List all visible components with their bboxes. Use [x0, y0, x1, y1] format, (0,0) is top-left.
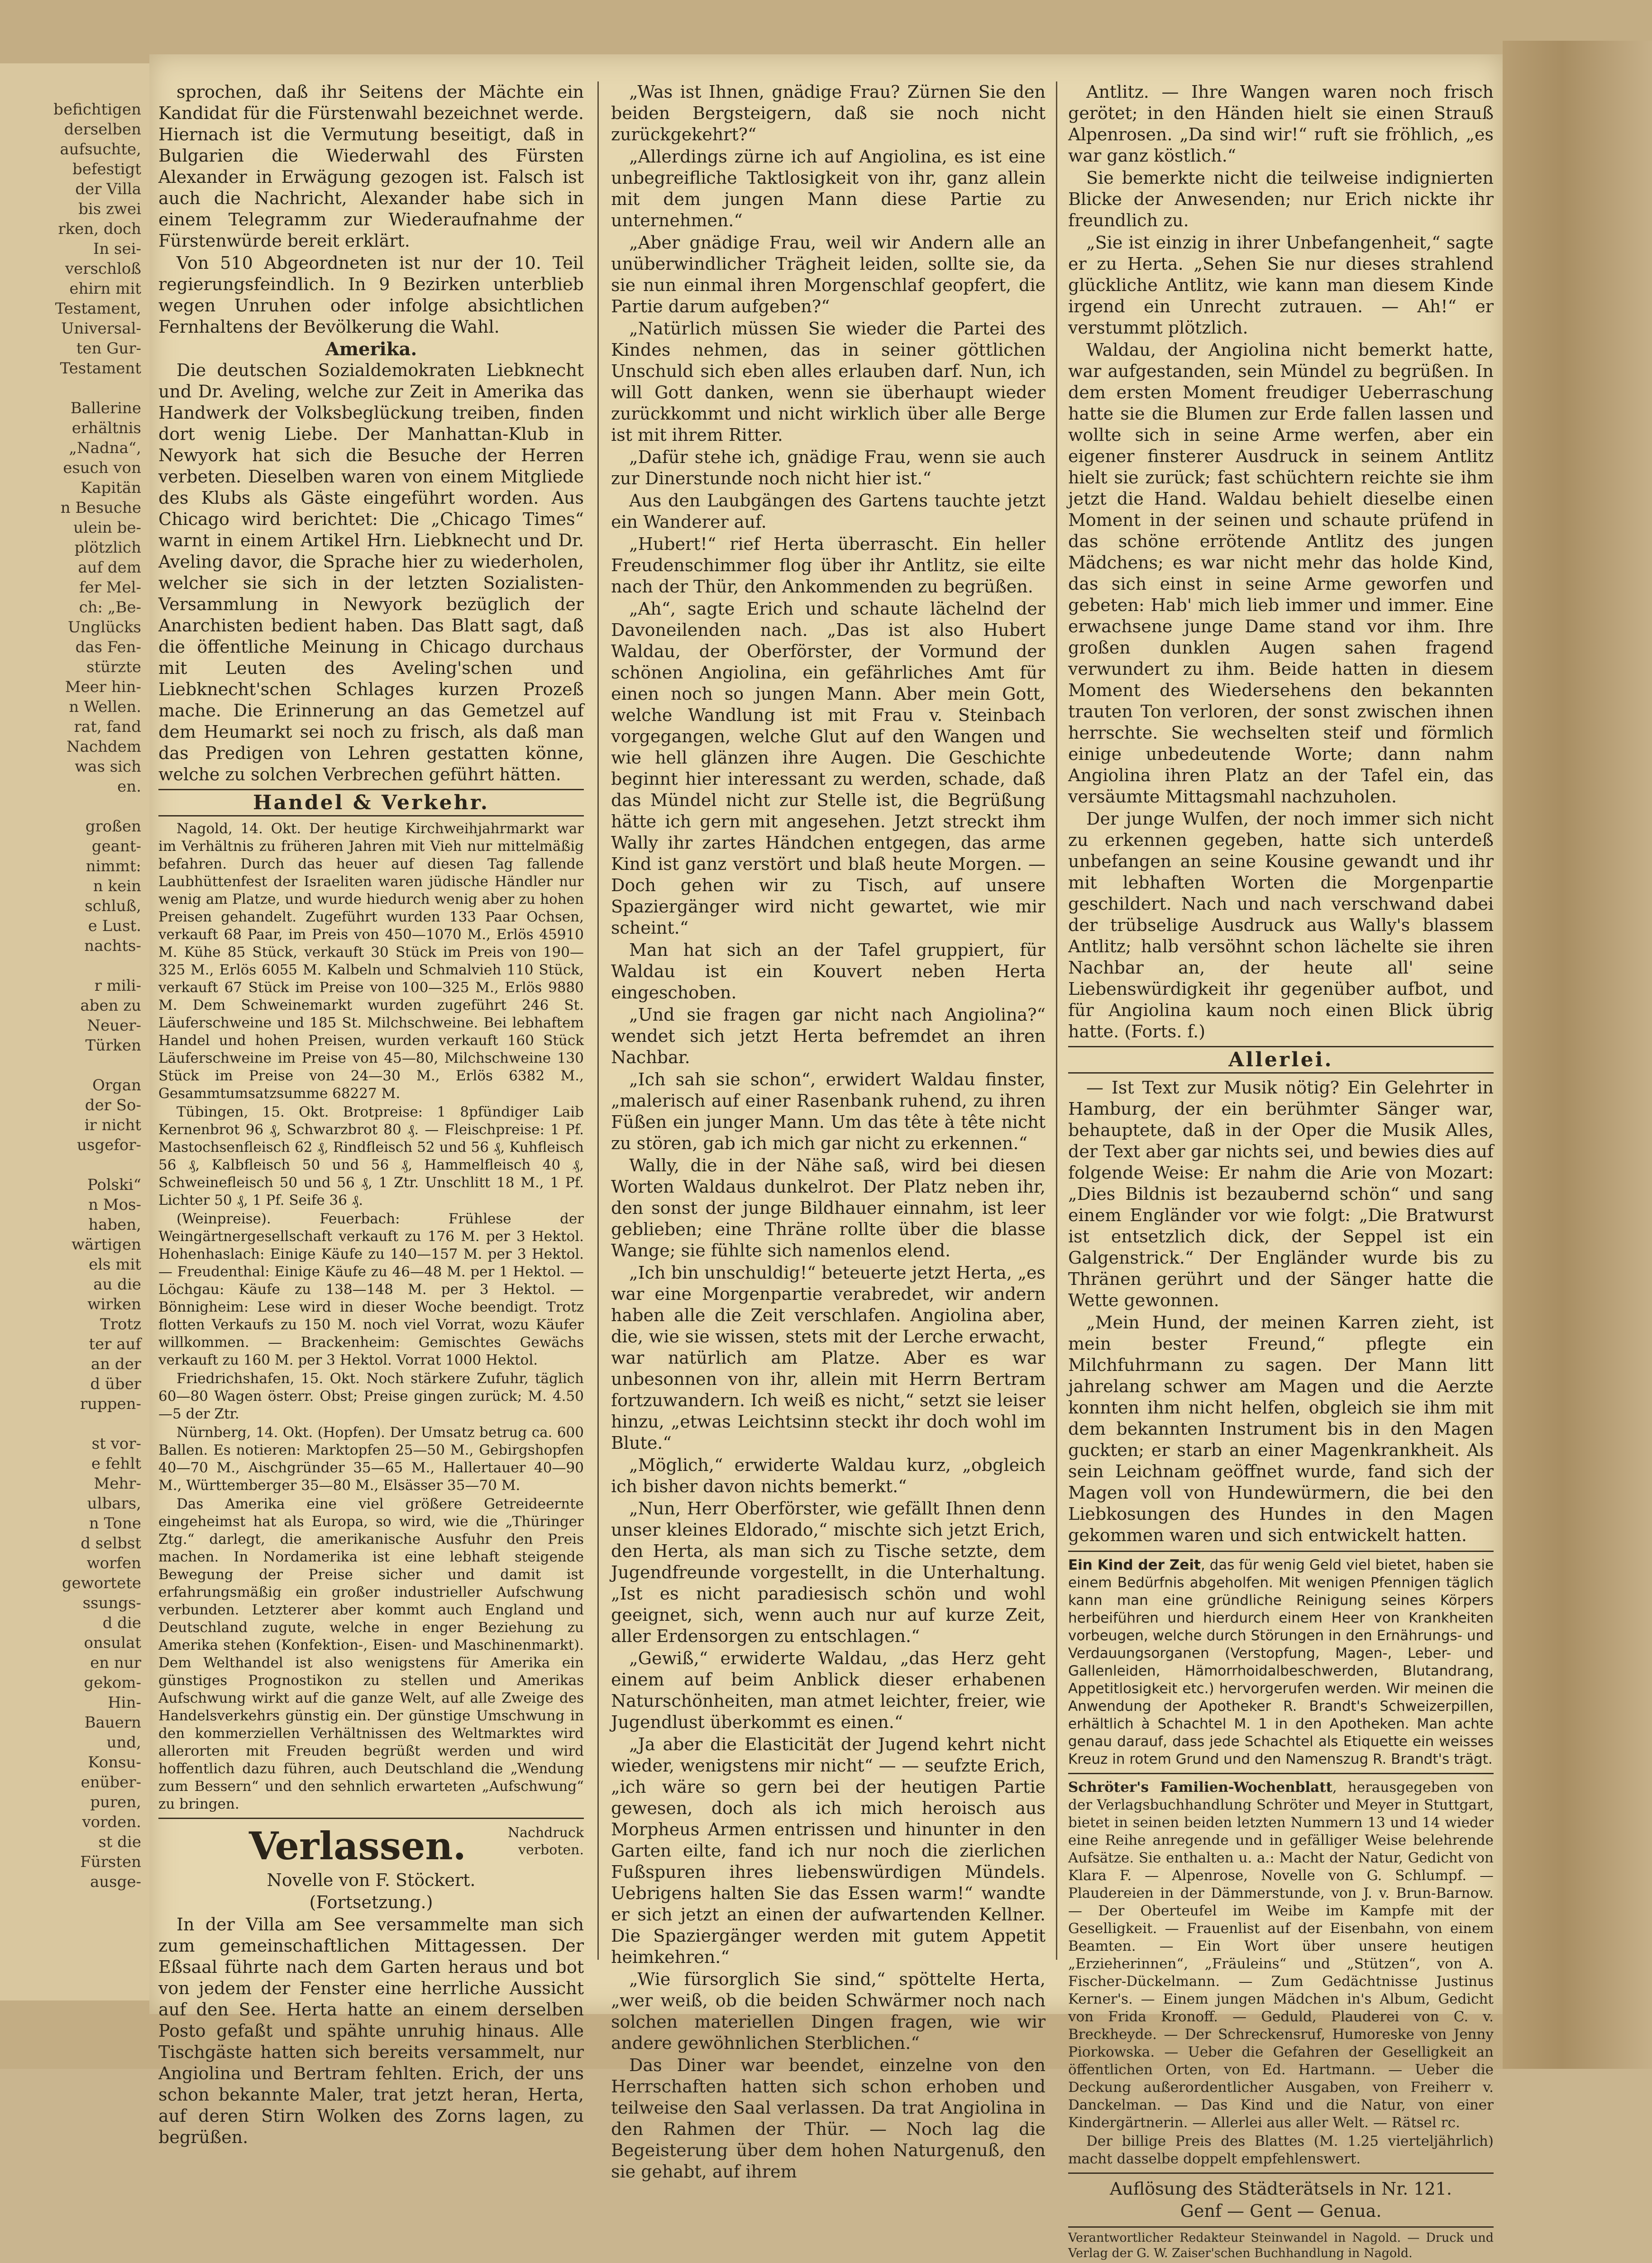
- paragraph: Sie bemerkte nicht die teilweise indignierten Blicke der Anwesenden; nur Erich nickte ihr freundlich zu.: [1068, 168, 1494, 230]
- fragment-line: worfen: [86, 1554, 141, 1572]
- fragment-line: Trotz: [100, 1315, 141, 1333]
- fragment-line: Unglücks: [67, 618, 141, 636]
- paragraph: „Wie fürsorglich Sie sind,“ spöttelte Herta, „wer weiß, ob die beiden Schwärmer noch nach solchen materiellen Dingen fragen, wie wir andere gewöhnlichen Sterblichen.“: [611, 1969, 1046, 2053]
- column-1: [158, 81, 584, 2149]
- paragraph: — Ist Text zur Musik nötig? Ein Gelehrter in Hamburg, der ein berühmter Sänger war, behauptete, daß in der Oper die Musik Alles, der Text aber gar nichts sei, und bewies dies auf folgende Weise: Er nahm die Arie von Mozart: „Dies Bildnis ist bezaubernd schön“ und sang einem Engländer vor wie folgt: „Die Bratwurst ist entsetzlich dick, der Seppel ist ein Galgenstrick.“ Der Engländer wurde bis zu Thränen gerührt und der Sänger hatte die Wette gewonnen.: [1068, 1078, 1494, 1310]
- fragment-line: rken, doch: [58, 220, 141, 238]
- paragraph: „Ah“, sagte Erich und schaute lächelnd der Davoneilenden nach. „Das ist also Hubert Waldau, der Oberförster, der Vormund der schönen Angiolina, ein gefährliches Amt für einen noch so jungen Mann. Aber mein Gott, welche Wandlung ist mit Frau v. Steinbach vorgegangen, welche Glut auf den Wangen und wie hell glänzen ihre Augen. Die Geschichte beginnt hier interessant zu werden, schade, daß das Mündel nicht zur Stelle ist, die Begrüßung hätte ich gern mit angesehen. Jetzt streckt ihm Wally ihr zartes Händchen entgegen, das arme Kind ist ganz verstört und blaß heute Morgen. — Doch gehen wir zu Tisch, auf unsere Spaziergänger wird nicht gewartet, wie mir scheint.“: [611, 599, 1046, 938]
- fragment-line: [5, 1155, 141, 1175]
- fragment-line: n kein: [93, 877, 141, 895]
- fragment-line: esuch von: [63, 459, 141, 477]
- fragment-line: Universal-: [61, 320, 141, 338]
- divider: [1068, 1773, 1494, 1774]
- fragment-line: gewortete: [62, 1574, 141, 1592]
- amerika-article: Die deutschen Sozialdemokraten Liebknecht und Dr. Aveling, welche zur Zeit in Amerika das Handwerk der Volksbeglückung treiben, finden dort wenig Liebe. Der Manhattan-Klub in Newyork hat sich die Besuche der Herren verbeten. Dieselben waren von einem Mitgliede des Klubs als Gäste eingeführt worden. Aus Chicago wird berichtet: Die „Chicago Times“ warnt in einem Artikel Hrn. Liebknecht und Dr. Aveling davor, die Sprache hier zu wiederholen, welcher sie sich in der letzten Sozialisten-Versammlung in Newyork bezüglich der Anarchisten bedient haben. Das Blatt sagt, daß die öffentliche Meinung in Chicago durchaus mit Leuten des Aveling'schen und Liebknecht'schen Schlages kurzen Prozeß mache. Die Erinnerung an das Gemetzel auf dem Heumarkt sei noch zu frisch, als daß man das Predigen von Lehren gestatten könne, welche zu solchen Verbrechen geführt hätten.: [158, 360, 584, 784]
- fragment-line: Meer hin-: [65, 678, 141, 696]
- advertisement-weekly: [1068, 1779, 1494, 2132]
- paragraph: Wally, die in der Nähe saß, wird bei diesen Worten Waldaus dunkelrot. Der Platz neben ihr, den sonst der junge Bildhauer einnahm, ist leer geblieben; eine Thräne rollte über die blasse Wange; sie fühlte sich namenlos elend.: [611, 1155, 1046, 1260]
- fragment-line: Türken: [85, 1036, 141, 1055]
- fragment-line: das Fen-: [75, 638, 141, 656]
- paragraph: sprochen, daß ihr Seitens der Mächte ein Kandidat für die Fürstenwahl bezeichnet werde. Hiernach ist die Vermutung beseitigt, daß in Bulgarien die Wiederwahl des Fürsten Alexander in Erwägung gezogen ist. Falsch ist auch die Nachricht, Alexander habe sich in einem Telegramm zur Wiederaufnahme der Fürstenwürde bereit erklärt.: [158, 82, 584, 251]
- paragraph: Waldau, der Angiolina nicht bemerkt hatte, war aufgestanden, sein Mündel zu begrüßen. In dem ersten Moment freudiger Ueberraschung hatte sie die Blumen zur Erde fallen lassen und wollte sich in seine Arme werfen, aber ein eigener finsterer Ausdruck in seinem Antlitz hielt sie zurück; fast schüchtern reichte sie ihm jetzt die Hand. Waldau behielt dieselbe einen Moment in der seinen und schaute prüfend in das schöne errötende Antlitz des jungen Mädchens; es war nicht mehr das holde Kind, das sich einst in seine Arme geworfen und gebeten: Hab' mich lieb immer und immer. Eine erwachsene junge Dame stand vor ihm. Ihre großen dunklen Augen sahen fragend verwundert zu ihm. Beide hatten in diesem Moment des Wiedersehens den bekannten trauten Ton verloren, der sonst zwischen ihnen herrschte. Sie wechselten steif und förmlich einige unbedeutende Worte; dann nahm Angiolina ihren Platz an der Tafel ein, das versäumte Mittagsmahl nachzuholen.: [1068, 340, 1494, 807]
- fragment-line: ausge-: [90, 1873, 141, 1891]
- fragment-line: enüber-: [81, 1773, 141, 1791]
- paragraph: Das Diner war beendet, einzelne von den Herrschaften hatten sich schon erhoben und teilweise den Saal verlassen. Da trat Angiolina in den Rahmen der Thür. — Noch lag die Begeisterung über dem hohen Naturgenuß, den sie gehabt, auf ihrem: [611, 2055, 1046, 2182]
- paragraph: „Nun, Herr Oberförster, wie gefällt Ihnen denn unser kleines Eldorado,“ mischte sich jetzt Erich, den Herta, als man sich zu Tische setzte, dem Jugendfreunde vorgestellt, in die Unterhaltung. „Ist es nicht paradiesisch schön und wohl geeignet, sich, wenn auch nur auf kurze Zeit, aller Erdensorgen zu entschlagen.“: [611, 1499, 1046, 1646]
- fragment-line: Hin-: [108, 1694, 141, 1712]
- fragment-line: [5, 378, 141, 398]
- paragraph: Das Amerika eine viel größere Getreideernte eingeheimst hat als Europa, so wird, wie die „Thüringer Ztg.“ darlegt, die amerikanische Ausfuhr den Preis machen. In Nordamerika ist eine lebhaft steigende Bewegung der Preise sicher und damit ist erfahrungsmäßig ein großer industrieller Aufschwung verbunden. Letzterer aber kommt auch England und Deutschland zugute, welche in enger Beziehung zu Amerika stehen (Konfektion-, Eisen- und Maschinenmarkt). Dem Welthandel ist also wenigstens für Amerika ein günstiges Prognostikon zu stellen und Amerikas Aufschwung wirkt auf die ganze Welt, auf alle Zweige des Handelsverkehrs günstig ein. Der günstige Umschwung in den kommerziellen Verhältnissen des Weltmarktes wird allerorten mit Freuden begrüßt werden und wird hoffentlich dazu führen, auch Deutschland die „Wendung zum Bessern“ und den sehnlich erwarteten „Aufschwung“ zu bringen.: [158, 1496, 584, 1812]
- fragment-line: „Nadna“,: [69, 439, 141, 457]
- paragraph: Von 510 Abgeordneten ist nur der 10. Teil regierungsfeindlich. In 9 Bezirken unterblieb wegen Unruhen oder infolge absichtlichen Fernhaltens der Bevölkerung die Wahl.: [158, 253, 584, 337]
- fragment-line: Mehr-: [94, 1475, 141, 1493]
- fragment-line: Fürsten: [80, 1853, 141, 1871]
- fragment-line: Nachdem: [66, 738, 141, 756]
- ad-price: Der billige Preis des Blattes (M. 1.25 vierteljährlich) macht dasselbe doppelt empfehlenswert.: [1068, 2133, 1494, 2167]
- fragment-line: befichtigen: [53, 100, 141, 119]
- paragraph: „Gewiß,“ erwiderte Waldau, „das Herz geht einem auf beim Anblick dieser erhabenen Naturschönheiten, man atmet leichter, freier, wie Jugendlust überkommt es einen.“: [611, 1648, 1046, 1732]
- riddle-solution: Auflösung des Städterätsels in Nr. 121.: [1110, 2179, 1452, 2199]
- paragraph: „Aber gnädige Frau, weil wir Andern alle an unüberwindlicher Trägheit leiden, sollte sie, da sie nun einmal ihren Morgenschlaf geopfert, die Partie darum aufgeben?“: [611, 233, 1046, 316]
- fragment-line: Organ: [92, 1076, 141, 1094]
- fragment-line: ter auf: [89, 1335, 141, 1353]
- fragment-line: usgefor-: [76, 1136, 141, 1154]
- fragment-line: In sei-: [93, 240, 141, 258]
- advertisement-pills: [1068, 1556, 1494, 1768]
- imprint: Verantwortlicher Redakteur Steinwandel in Nagold. — Druck und Verlag der G. W. Zaiser'schen Buchhandlung in Nagold.: [1068, 2226, 1494, 2261]
- fragment-line: d die: [102, 1614, 141, 1632]
- fragment-line: ir nicht: [84, 1116, 141, 1134]
- allerlei-heading: Allerlei.: [1068, 1046, 1494, 1074]
- divider: [1068, 2172, 1494, 2174]
- paragraph: Man hat sich an der Tafel gruppiert, für Waldau ist ein Kouvert neben Herta eingeschoben.: [611, 940, 1046, 1003]
- paragraph: Der junge Wulfen, der noch immer sich nicht zu erkennen gegeben, hatte sich unterdeß unbefangen an seine Kousine gewandt und ihr mit lebhaften Worten die Morgenpartie geschildert. Nach und nach verschwand dabei der trübselige Ausdruck aus Wally's blassem Antlitz; halb versöhnt schon lächelte sie ihren Nachbar an, der heute all' seine Liebenswürdigkeit ihr gegenüber aufbot, und für Angiolina kaum noch einen Blick übrig hatte. (Forts. f.): [1068, 809, 1494, 1041]
- fragment-line: Testament: [60, 359, 141, 377]
- paragraph: „Mein Hund, der meinen Karren zieht, ist mein bester Freund,“ pflegte ein Milchfuhrmann zu sagen. Der Mann litt jahrelang schwer am Magen und die Aerzte konnten ihm nicht helfen, obgleich sie ihm mit dem bekannten Instrument bis in den Magen guckten; er starb an einer Magenkrankheit. Als sein Leichnam geöffnet wurde, fand sich der Magen voll von Hundewürmern, die bei den Liebkosungen des Hundes in den Magen gekommen waren und sich entwickelt hatten.: [1068, 1313, 1494, 1545]
- novel-title: Verlassen.: [249, 1824, 466, 1868]
- fragment-line: d über: [90, 1375, 141, 1393]
- fragment-line: was sich: [75, 758, 141, 776]
- paragraph: „Möglich,“ erwiderte Waldau kurz, „obgleich ich bisher davon nichts bemerkt.“: [611, 1455, 1046, 1496]
- fragment-line: ulein be-: [73, 519, 141, 537]
- paragraph: „Natürlich müssen Sie wieder die Partei des Kindes nehmen, das in seiner göttlichen Unschuld sich eben alles erlauben darf. Nun, ich will Gott danken, wenn sie überhaupt wieder zurückkommt und nicht wirklich über alle Berge ist mit ihrem Ritter.: [611, 319, 1046, 445]
- fragment-line: auf dem: [78, 559, 141, 577]
- politics-section: [158, 81, 584, 338]
- fragment-line: onsulat: [84, 1634, 141, 1652]
- fragment-line: st die: [98, 1833, 141, 1851]
- fragment-line: ch: „Be-: [79, 598, 141, 616]
- paragraph: „Ich bin unschuldig!“ beteuerte jetzt Herta, „es war eine Morgenpartie verabredet, wir andern haben alle die Zeit verschlafen. Angiolina aber, die, wie sie wissen, stets mit der Lerche erwacht, war natürlich am Platze. Aber es war unbesonnen von ihr, allein mit Herrn Bertram fortzuwandern. Ich weiß es nicht,“ setzt sie leiser hinzu, „etwas Leichtsinn steckt ihr doch wohl im Blute.“: [611, 1263, 1046, 1453]
- ad-title: Ein Kind der Zeit: [1068, 1557, 1201, 1573]
- column-3: [1068, 81, 1494, 2263]
- fragment-line: en.: [117, 778, 141, 796]
- fragment-line: n Besuche: [60, 499, 141, 517]
- novel-text: In der Villa am See versammelte man sich zum gemeinschaftlichen Mittagessen. Der Eßsaal führte nach dem Garten heraus und bot von jedem der Fenster eine herrliche Aussicht auf den See. Herta hatte an einem derselben Posto gefaßt und spähte unruhig hinaus. Alle Tischgäste hatten sich bereits versammelt, nur Angiolina und Bertram fehlten. Erich, der uns schon bekannte Maler, trat jetzt heran, Herta, auf deren Stirn Wolken des Zorns lagen, zu begrüßen.: [158, 1914, 584, 2147]
- fragment-line: der Villa: [75, 180, 141, 198]
- amerika-heading: Amerika.: [325, 339, 417, 360]
- fragment-line: Konsu-: [88, 1753, 141, 1771]
- fragment-line: der So-: [85, 1096, 141, 1114]
- allerlei-section: [1068, 1077, 1494, 1546]
- paragraph: Friedrichshafen, 15. Okt. Noch stärkere Zufuhr, täglich 60—80 Wagen österr. Obst; Preise gingen zurück; M. 4.50—5 der Ztr.: [158, 1370, 584, 1422]
- fragment-line: n Tone: [89, 1514, 141, 1533]
- fragment-line: verschloß: [65, 260, 141, 278]
- paragraph: (Weinpreise). Feuerbach: Frühlese der Weingärtnergesellschaft verkauft zu 176 M. per 3 Hektol. Hohenhaslach: Einige Käufe zu 140—157 M. per 3 Hektol. — Freudenthal: Einige Käufe zu 46—48 M. per 1 Hektol. — Löchgau: Käufe zu 138—148 M. per 3 Hektol. — Bönnigheim: Lese wird in dieser Woche beendigt. Trotz flotten Verkaufs zu 150 M. noch viel Vorrat, wozu Käufer willkommen. — Brackenheim: Gemischtes Gewächs verkauft zu 160 M. per 3 Hektol. Vorrat 1000 Hektol.: [158, 1211, 584, 1368]
- fragment-line: ssungs-: [82, 1594, 141, 1612]
- ad-text: , das für wenig Geld viel bietet, haben sie einem Bedürfnis abgeholfen. Mit wenigen Pfennigen täglich kann man eine gründliche Reinigung seines Körpers herbeiführen und hierdurch einem Heer von Krankheiten vorbeugen, welche durch Störungen in den Ernährungs- und Verdauungsorganen (Verstopfung, Magen-, Leber- und Gallenleiden, Hämorrhoidalbeschwerden, Blutandrang, Appetitlosigkeit etc.) hervorgerufen werden. Wir meinen die Anwendung der Apotheker R. Brandt's Schweizerpillen, erhältlich à Schachtel M. 1 in den Apotheken. Man achte genau darauf, dass jede Schachtel als Etiquette ein weisses Kreuz in rotem Grund und den Namenszug R. Brandt's trägt.: [1068, 1557, 1494, 1767]
- fragment-line: ten Gur-: [76, 339, 141, 358]
- fragment-line: ruppen-: [80, 1395, 141, 1413]
- fragment-line: erhältnis: [72, 419, 141, 437]
- paragraph: Aus den Laubgängen des Gartens tauchte jetzt ein Wanderer auf.: [611, 491, 1046, 532]
- fragment-line: au die: [93, 1275, 141, 1294]
- fragment-line: Polski“: [87, 1176, 141, 1194]
- fragment-line: gekom-: [84, 1674, 141, 1692]
- fragment-line: d selbst: [81, 1534, 141, 1552]
- fragment-line: nachts-: [84, 937, 141, 955]
- fragment-line: stürzte: [86, 658, 141, 676]
- fragment-line: n Mos-: [88, 1196, 141, 1214]
- fragment-line: ulbars,: [87, 1494, 141, 1513]
- fragment-line: nimmt:: [86, 857, 141, 875]
- column-2: [611, 81, 1046, 2183]
- fragment-line: Testament,: [55, 300, 141, 318]
- page-edge-right: [1503, 41, 1652, 2069]
- fragment-line: wärtigen: [72, 1236, 141, 1254]
- divider: [158, 1818, 584, 1819]
- fragment-line: haben,: [88, 1216, 141, 1234]
- paragraph: „Sie ist einzig in ihrer Unbefangenheit,“ sagte er zu Herta. „Sehen Sie nur dieses strahlend glückliche Antlitz, wie kann man diesem Kinde irgend ein Unrecht zutrauen. — Ah!“ er verstummt plötzlich.: [1068, 233, 1494, 338]
- fragment-line: aben zu: [80, 997, 141, 1015]
- fragment-line: Ballerine: [70, 399, 141, 417]
- fragment-line: [5, 1414, 141, 1434]
- paragraph: „Allerdings zürne ich auf Angiolina, es ist eine unbegreifliche Taktlosigkeit von ihr, ganz allein mit dem jungen Mann diese Partie zu unternehmen.“: [611, 147, 1046, 230]
- fragment-line: e Lust.: [88, 917, 141, 935]
- fragment-line: befestigt: [72, 160, 141, 178]
- ad-text: , herausgegeben von der Verlagsbuchhandlung Schröter und Meyer in Stuttgart, bietet in seinen beiden letzten Nummern 13 und 14 wieder eine Reihe anregende und in gefälliger Weise belehrende Aufsätze. Sie enthalten u. a.: Macht der Natur, Gedicht von Klara F. — Alpenrose, Novelle von G. Schlumpf. — Plaudereien in der Dämmerstunde, von J. v. Brun-Barnow. — Der Oberteufel im Weibe im Kampfe mit der Geselligkeit. — Frauenlist auf der Eisenbahn, von einem Beamten. — Ein Wort über unsere heutigen „Erzieherinnen“, „Fräuleins“ und „Stützen“, von A. Fischer-Dückelmann. — Zum Gedächtnisse Justinus Kerner's. — Einem jungen Mädchen in's Album, Gedicht von Frida Kronoff. — Geduld, Plauderei von C. v. Breckheyde. — Der Schreckensruf, Humoreske von Jenny Piorkowska. — Ueber die Gefahren der Geselligkeit an öffentlichen Orten, von Ed. Hartmann. — Ueber die Deckung außerordentlicher Ausgaben, von Freiherr v. Danckelman. — Das Kind und die Natur, von einer Kindergärtnerin. — Allerlei aus aller Welt. — Rätsel rc.: [1068, 1779, 1494, 2131]
- fragment-line: an der: [91, 1355, 141, 1373]
- fragment-line: els mit: [88, 1256, 141, 1274]
- paragraph: „Ja aber die Elasticität der Jugend kehrt nicht wieder, wenigstens mir nicht“ — — seufzte Erich, „ich wäre so gern bei der heutigen Partie gewesen, doch als ich mich heroisch aus Morpheus Armen entrissen und hinunter in den Garten eilte, fand ich nur noch die zierlichen Fußspuren ihres liebenswürdigen Mündels. Uebrigens halten Sie das Essen warm!“ wandte er sich jetzt an einen der aufwartenden Kellner. Die Spaziergänger werden mit gutem Appetit heimkehren.“: [611, 1734, 1046, 1967]
- left-page-fragments: [5, 100, 141, 1892]
- fragment-line: st vor-: [91, 1435, 141, 1453]
- paragraph: „Hubert!“ rief Herta überrascht. Ein heller Freudenschimmer flog über ihr Antlitz, sie eilte nach der Thür, den Ankommenden zu begrüßen.: [611, 534, 1046, 597]
- paragraph: Nürnberg, 14. Okt. (Hopfen). Der Umsatz betrug ca. 600 Ballen. Es notieren: Marktopfen 25—50 M., Gebirgshopfen 40—70 M., Aischgründer 35—65 M., Hallertauer 40—90 M., Württemberger 35—80 M., Elsässer 35—70 M.: [158, 1424, 584, 1494]
- novel-header: [158, 1824, 584, 1868]
- newspaper-page: [149, 54, 1503, 2260]
- paragraph: „Und sie fragen gar nicht nach Angiolina?“ wendet sich jetzt Herta befremdet an ihren Nachbar.: [611, 1005, 1046, 1067]
- novel-author: Novelle von F. Stöckert.: [267, 1870, 476, 1890]
- riddle-answer: Genf — Gent — Genua.: [1180, 2201, 1382, 2221]
- divider: [1068, 1551, 1494, 1552]
- fragment-line: aufsuchte,: [60, 140, 141, 158]
- novel-continuation: (Fortsetzung.): [309, 1892, 433, 1912]
- fragment-line: puren,: [90, 1793, 141, 1811]
- paragraph: Antlitz. — Ihre Wangen waren noch frisch gerötet; in den Händen hielt sie einen Strauß Alpenrosen. „Da sind wir!“ ruft sie fröhlich, „es war ganz köstlich.“: [1068, 82, 1494, 166]
- fragment-line: rat, fand: [74, 718, 141, 736]
- fragment-line: en nur: [90, 1654, 141, 1672]
- left-page-edge: [0, 63, 152, 2000]
- paragraph: „Was ist Ihnen, gnädige Frau? Zürnen Sie den beiden Bergsteigern, daß sie noch nicht zurückgekehrt?“: [611, 82, 1046, 144]
- column-rule: [597, 81, 599, 1960]
- novel-continued: [1068, 81, 1494, 1042]
- paragraph: Nagold, 14. Okt. Der heutige Kirchweihjahrmarkt war im Verhältnis zu früheren Jahren mit Vieh nur mittelmäßig befahren. Durch das heuer auf diesen Tag fallende Laubhüttenfest der Israeliten waren jüdische Händler nur wenig am Platze, und wurde hiedurch wenig aber zu hohen Preisen gehandelt. Zugeführt wurden 133 Paar Ochsen, verkauft 68 Paar, im Preis von 450—1070 M., Erlös 45910 M. Kühe 85 Stück, verkauft 30 Stück im Preis von 190—325 M., Erlös 6055 M. Kalbeln und Schmalvieh 110 Stück, verkauft 67 Stück im Preise von 100—325 M., Erlös 9880 M. Dem Schweinemarkt wurden zugeführt 246 St. Läuferschweine und 185 St. Milchschweine. Bei lebhaftem Handel und hohen Preisen, wurden verkauft 160 Stück Läuferschweine im Preise von 45—80, Milchschweine 130 Stück im Preise von 24—30 M., Erlös 6382 M., Gesammtumsatzsumme 68227 M.: [158, 821, 584, 1102]
- fragment-line: schluß,: [85, 897, 141, 915]
- fragment-line: derselben: [64, 120, 141, 138]
- fragment-line: fer Mel-: [79, 578, 141, 597]
- fragment-line: [5, 1055, 141, 1075]
- fragment-line: Kapitän: [80, 479, 141, 497]
- paragraph: Tübingen, 15. Okt. Brotpreise: 1 8pfündiger Laib Kernenbrot 96 ₰, Schwarzbrot 80 ₰. — Fleischpreise: 1 Pf. Mastochsenfleisch 62 ₰, Rindfleisch 52 und 56 ₰, Kuhfleisch 56 ₰, Kalbfleisch 50 und 56 ₰, Hammelfleisch 40 ₰, Schweinefleisch 50 und 56 ₰, 1 Ztr. Unschlitt 18 M., 1 Pf. Lichter 50 ₰, 1 Pf. Seife 36 ₰.: [158, 1104, 584, 1208]
- fragment-line: geant-: [91, 837, 141, 855]
- fragment-line: und,: [106, 1733, 141, 1752]
- fragment-line: r mili-: [94, 977, 141, 995]
- paragraph: „Ich sah sie schon“, erwidert Waldau finster, „malerisch auf einer Rasenbank ruhend, zu ihren Füßen ein junger Mann. Um das tête à tête nicht zu stören, gab ich mich gar nicht zu erkennen.“: [611, 1069, 1046, 1153]
- fragment-line: [5, 956, 141, 976]
- fragment-line: bis zwei: [78, 200, 141, 218]
- column-rule: [1056, 81, 1057, 1960]
- fragment-line: Bauern: [84, 1714, 141, 1732]
- fragment-line: plötzlich: [74, 539, 141, 557]
- fragment-line: vorden.: [82, 1813, 141, 1831]
- reprint-note: Nachdruck verboten.: [507, 1825, 584, 1858]
- handel-section: [158, 820, 584, 1813]
- fragment-line: [5, 797, 141, 816]
- fragment-line: ehirn mit: [69, 280, 141, 298]
- fragment-line: n Wellen.: [69, 698, 141, 716]
- ad-title: Schröter's Familien-Wochenblatt: [1068, 1779, 1332, 1795]
- paragraph: „Dafür stehe ich, gnädige Frau, wenn sie auch zur Dinerstunde noch nicht hier ist.“: [611, 447, 1046, 488]
- fragment-line: Neuer-: [87, 1017, 141, 1035]
- handel-heading: Handel & Verkehr.: [158, 789, 584, 816]
- fragment-line: e fehlt: [91, 1455, 141, 1473]
- fragment-line: wirken: [87, 1295, 141, 1313]
- fragment-line: großen: [85, 817, 141, 835]
